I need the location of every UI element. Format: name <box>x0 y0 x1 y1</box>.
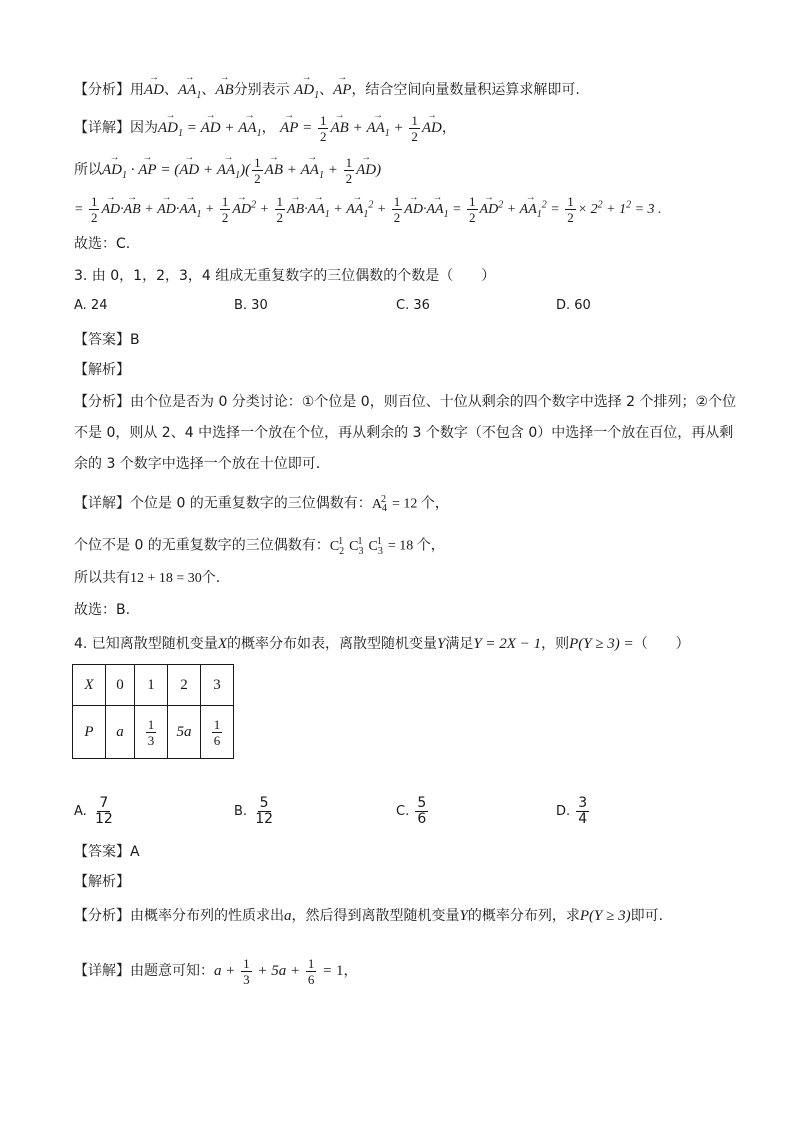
q4-option-d: D. $\frac{3}{4}$ <box>556 795 588 827</box>
q4-option-c: C. $\frac{5}{6}$ <box>396 795 427 827</box>
q3-detail-line-3: 所以共有12 + 18 = 30个. <box>74 570 221 586</box>
vector-AA1: → $AA_1$ <box>178 74 201 106</box>
eq-AD1: → $AD_1$ = → AD + → $AA_1$ <box>158 120 262 136</box>
q3-analysis-line-3: 余的 3 个数字中选择一个放在十位即可. <box>74 456 321 472</box>
q2-choice: 故选：C. <box>74 236 131 252</box>
q2-analysis-line: 【分析】用→ AD、→ $AA_1$、→ AB分别表示 → $AD_1$、→ AP，结合空间向量数量积运算求解即可. <box>74 74 580 106</box>
eq-sum-probability: a + $\frac{1}{3}$ + 5a + $\frac{1}{6}$ = 1 <box>214 956 344 987</box>
q3-stem: 3. 由 0，1，2，3，4 组成无重复数字的三位偶数的个数是（ ） <box>74 268 496 284</box>
q2-detail-line-1: 【详解】因为→ $AD_1$ = → AD + → $AA_1$， → AP = $\frac{1}{2}$ → AB + → $AA_1$ + $\frac{1}{2}$ → AD， <box>74 112 456 144</box>
distribution-table <box>72 664 234 759</box>
vector-AB: → AB <box>215 74 233 100</box>
q4-stem: 4. 已知离散型随机变量X的概率分布如表，离散型随机变量Y满足Y = 2X − 1，则P(Y ≥ 3) =（ ） <box>74 636 690 652</box>
q4-answer-line: 【答案】A <box>74 844 140 860</box>
q3-detail-line-2: 个位不是 0 的无重复数字的三位偶数有：$C_2^1$ $C_3^1$ $C_3^1 = 18$ 个， <box>74 536 445 557</box>
q3-option-d: D. 60 <box>556 298 591 313</box>
q4-detail-line: 【详解】由题意可知：a + $\frac{1}{3}$ + 5a + $\frac{1}{6}$ = 1， <box>74 956 358 987</box>
table-row: X 0 1 2 3 <box>73 665 234 706</box>
table-cell-1-6: $\frac{1}{6}$ <box>201 706 234 759</box>
q3-analysis-line-1: 【分析】由个位是否为 0 分类讨论：①个位是 0，则百位、十位从剩余的四个数字中选择 2 个排列；②个位 <box>74 394 737 410</box>
q4-analysis-line: 【分析】由概率分布列的性质求出a，然后得到离散型随机变量Y的概率分布列，求P(Y ≥ 3)即可. <box>74 908 664 924</box>
q4-answer: A <box>130 844 140 860</box>
q3-choice: 故选：B. <box>74 602 131 618</box>
vector-AD: → AD <box>144 74 164 100</box>
q3-option-b: B. 30 <box>234 298 268 313</box>
q4-explain-tag: 【解析】 <box>74 874 130 890</box>
q3-analysis-line-2: 不是 0，则从 2、4 中选择一个放在个位，再从剩余的 3 个数字（不包含 0）中选择一个放在百位，再从剩 <box>74 425 734 441</box>
q3-detail-line-1: 【详解】个位是 0 的无重复数字的三位偶数有：$A_4^2 = 12$ 个， <box>74 494 449 515</box>
eq-AP: → AP = $\frac{1}{2}$ → AB + → $AA_1$ + $\frac{1}{2}$ → AD <box>280 120 442 136</box>
q4-option-a: A. $\frac{7}{12}$ <box>74 795 113 827</box>
eq-expansion: = $\frac{1}{2}$ → AD·→ AB + → $AD\cdot\to AA_1$ + $\frac{1}{2}$ → $AD^2$ + $\frac{1}{2}$ → $AB\cdot\to AA_1$ + → $AA_1^2$ + $\frac{1}{2}$ → $AD\cdot\to AA_1$ = $\frac{1}{2}$ → $AD^2$ + → $AA_1^2$ = $\frac{1}{2}$ × $2^2 + 1^2 = 3$ . <box>74 202 662 217</box>
eq-product: → $AD_1$ · → AP = (→ AD + → $AA_1$)( $\frac{1}{2}$ → AB + → $AA_1$ + $\frac{1}{2}$ → AD) <box>102 162 381 178</box>
table-row: P a $\frac{1}{3}$ 5a $\frac{1}{6}$ <box>73 706 234 759</box>
q2-so-line: 所以→ $AD_1$ · → AP = (→ AD + → $AA_1$)( $\frac{1}{2}$ → AB + → $AA_1$ + $\frac{1}{2}$ → AD) <box>74 154 381 186</box>
q3-answer: B <box>130 332 140 348</box>
detail-tag: 【详解】 <box>74 120 130 136</box>
analysis-tag: 【分析】 <box>74 82 130 98</box>
q3-option-a: A. 24 <box>74 298 108 313</box>
answer-tag: 【答案】 <box>74 332 130 348</box>
vector-AP: → AP <box>333 74 351 100</box>
q2-expansion-line <box>74 194 662 225</box>
vector-AD1: → $AD_1$ <box>294 74 319 106</box>
q3-explain-tag: 【解析】 <box>74 362 130 378</box>
q3-answer-line <box>74 330 140 350</box>
table-cell-1-3: $\frac{1}{3}$ <box>135 706 168 759</box>
q3-option-c: C. 36 <box>396 298 430 313</box>
q4-option-b: B. $\frac{5}{12}$ <box>234 795 274 827</box>
